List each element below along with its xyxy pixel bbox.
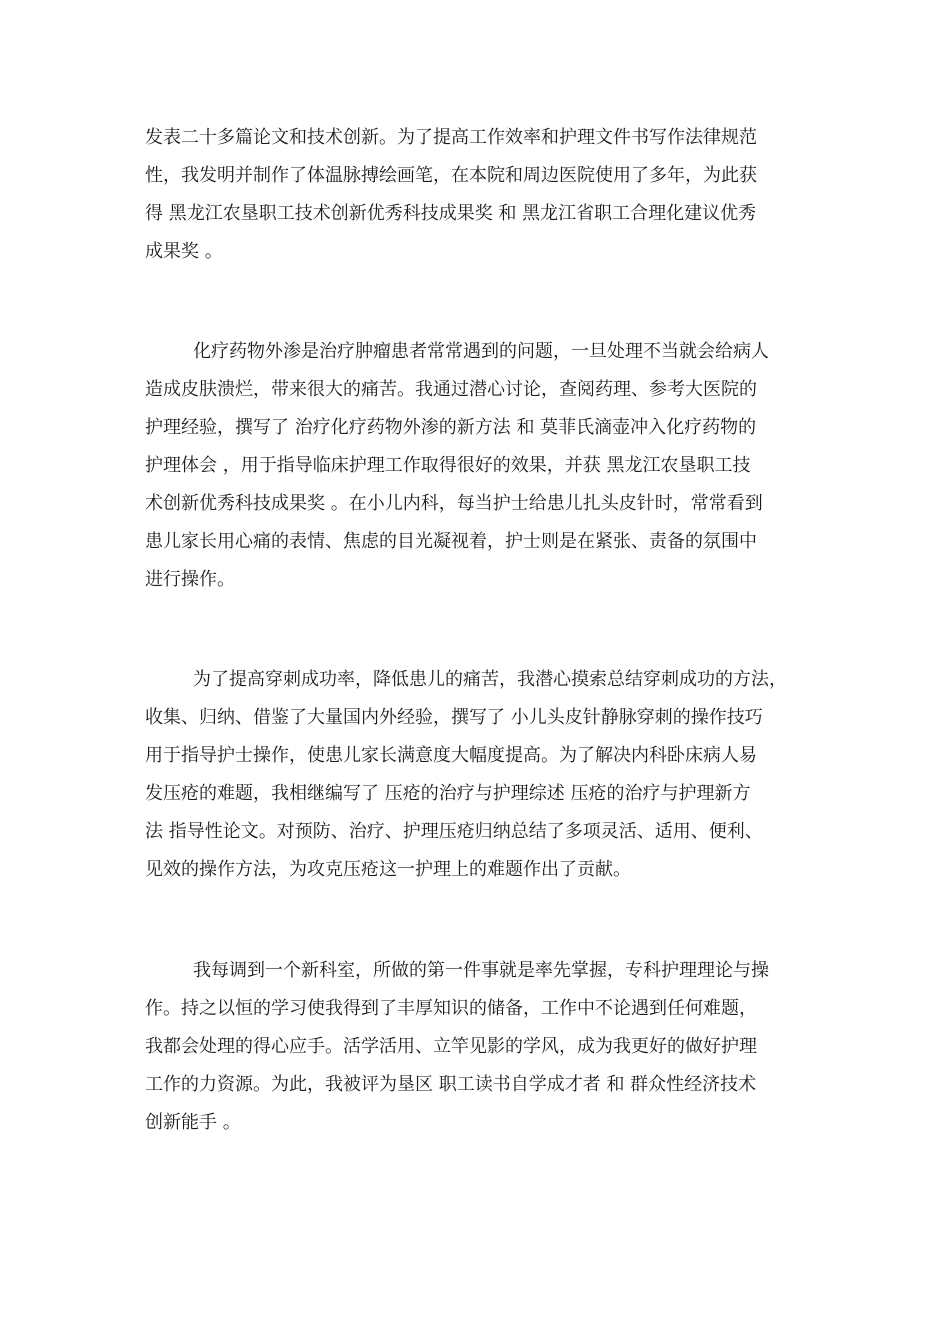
paragraph-1-line-4: 成果奖 。 [145,241,223,262]
paragraph-3-line-6: 见效的操作方法，为攻克压疮这一护理上的难题作出了贡献。 [145,859,631,880]
paragraph-2-line-6: 患儿家长用心痛的表情、焦虑的目光凝视着，护士则是在紧张、责备的氛围中 [145,531,757,552]
paragraph-4-line-4: 工作的力资源。为此，我被评为垦区 职工读书自学成才者 和 群众性经济技术 [145,1074,757,1095]
paragraph-2-line-5: 术创新优秀科技成果奖 。在小儿内科，每当护士给患儿扎头皮针时，常常看到 [145,493,763,514]
paragraph-2-line-2: 造成皮肤溃烂，带来很大的痛苦。我通过潜心讨论，查阅药理、参考大医院的 [145,379,757,400]
paragraph-3-line-4: 发压疮的难题，我相继编写了 压疮的治疗与护理综述 压疮的治疗与护理新方 [145,783,751,804]
paragraph-4-line-2: 作。持之以恒的学习使我得到了丰厚知识的储备，工作中不论遇到任何难题， [145,998,757,1019]
paragraph-2-line-3: 护理经验，撰写了 治疗化疗药物外渗的新方法 和 莫菲氏滴壶冲入化疗药物的 [145,417,757,438]
paragraph-2-line-1: 化疗药物外渗是治疗肿瘤患者常常遇到的问题，一旦处理不当就会给病人 [193,341,769,362]
paragraph-1-line-3: 得 黑龙江农垦职工技术创新优秀科技成果奖 和 黑龙江省职工合理化建议优秀 [145,203,757,224]
paragraph-3-line-5: 法 指导性论文。对预防、治疗、护理压疮归纳总结了多项灵活、适用、便利、 [145,821,763,842]
paragraph-1-line-2: 性，我发明并制作了体温脉搏绘画笔，在本院和周边医院使用了多年，为此获 [145,165,757,186]
paragraph-4-line-1: 我每调到一个新科室，所做的第一件事就是率先掌握，专科护理理论与操 [193,960,769,981]
paragraph-1-line-1: 发表二十多篇论文和技术创新。为了提高工作效率和护理文件书写作法律规范 [145,127,757,148]
paragraph-3-line-2: 收集、归纳、借鉴了大量国内外经验，撰写了 小儿头皮针静脉穿刺的操作技巧 [145,707,763,728]
paragraph-3-line-3: 用于指导护士操作，使患儿家长满意度大幅度提高。为了解决内科卧床病人易 [145,745,757,766]
paragraph-2-line-7: 进行操作。 [145,569,235,590]
paragraph-2-line-4: 护理体会 ，用于指导临床护理工作取得很好的效果，并获 黑龙江农垦职工技 [145,455,751,476]
paragraph-3-line-1: 为了提高穿刺成功率，降低患儿的痛苦，我潜心摸索总结穿刺成功的方法， [193,669,787,690]
paragraph-4-line-3: 我都会处理的得心应手。活学活用、立竿见影的学风，成为我更好的做好护理 [145,1036,757,1057]
paragraph-4-line-5: 创新能手 。 [145,1112,241,1133]
